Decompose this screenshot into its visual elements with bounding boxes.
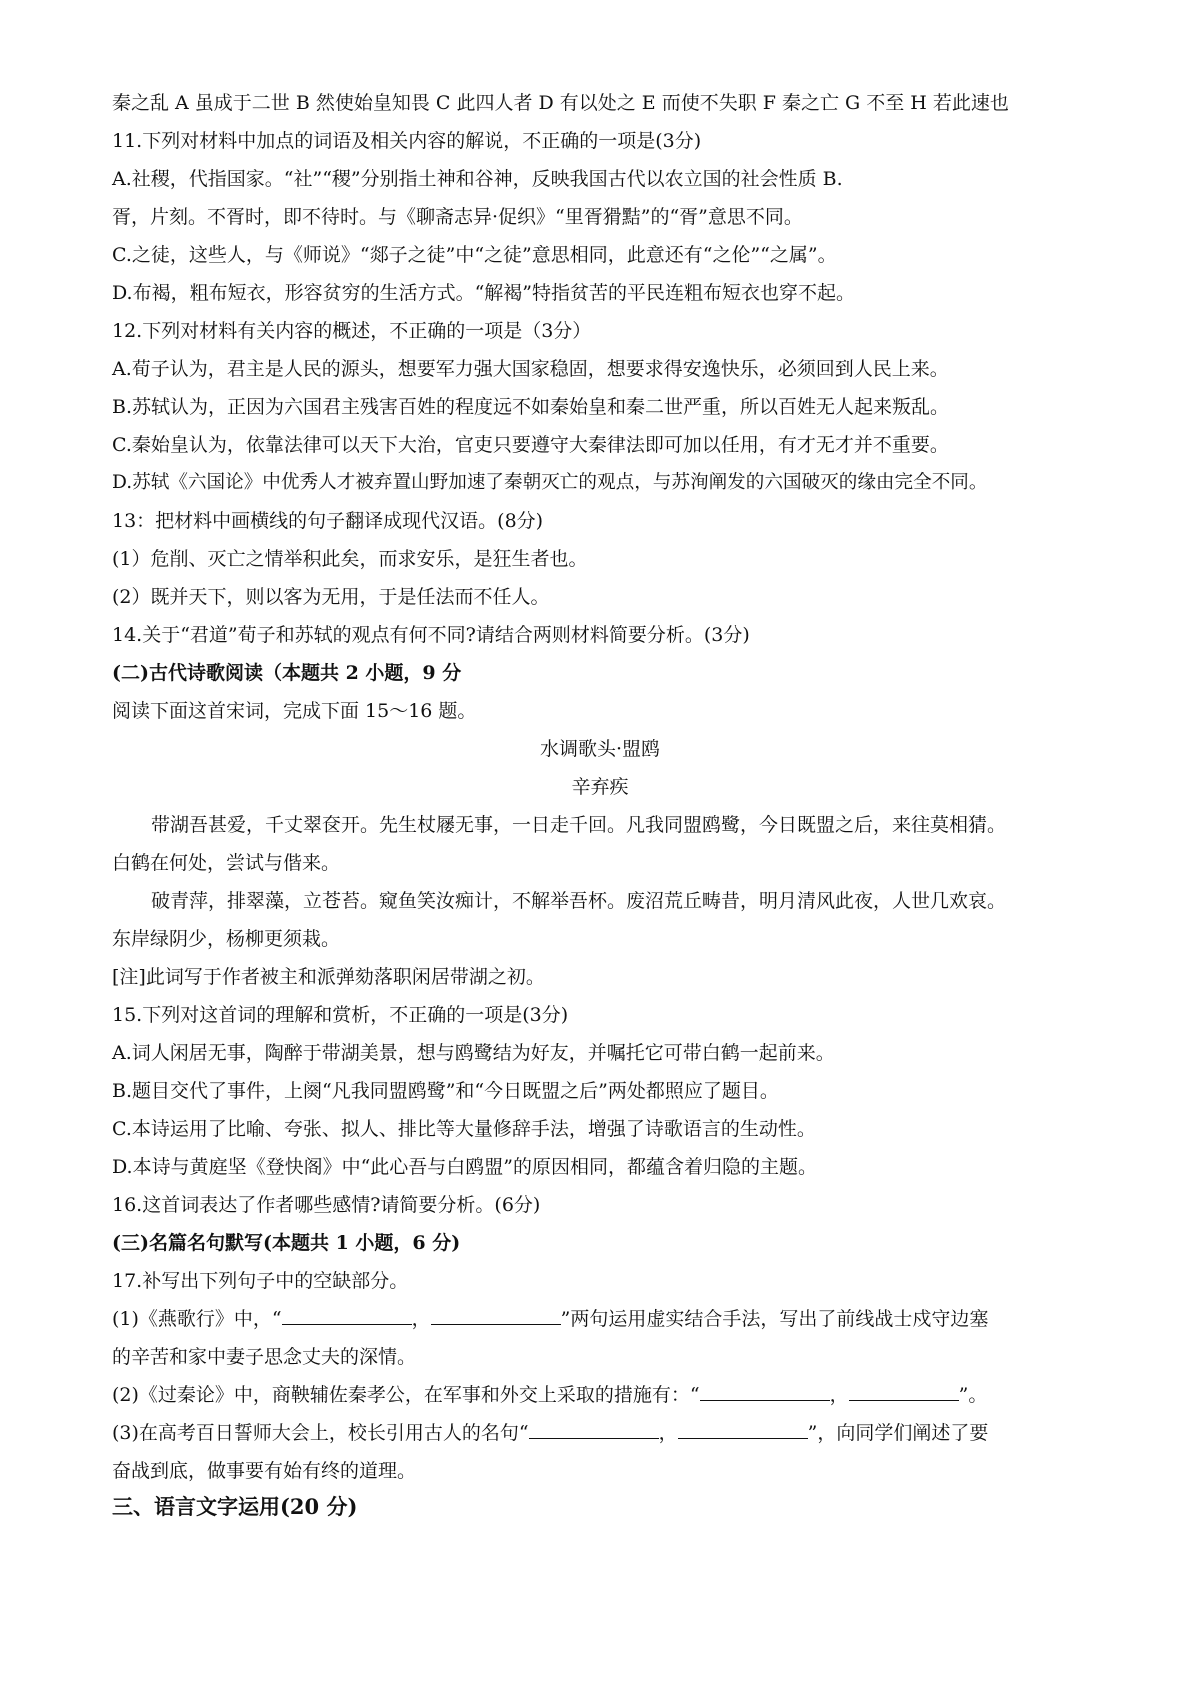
option-15d: D.本诗与黄庭坚《登快阁》中“此心吾与白鸥盟”的原因相同，都蕴含着归隐的主题。 <box>112 1156 818 1178</box>
question-13-item-1: (1）危削、灭亡之情举积此矣，而求安乐，是狂生者也。 <box>112 548 588 570</box>
option-11d: D.布褐，粗布短衣，形容贫穷的生活方式。“解褐”特指贫苦的平民连粗布短衣也穿不起。 <box>112 282 856 304</box>
option-11c: C.之徒，这些人，与《师说》“郯子之徒”中“之徒”意思相同，此意还有“之伦”“之属”。 <box>112 244 837 266</box>
option-12a: A.荀子认为，君主是人民的源头，想要军力强大国家稳固，想要求得安逸快乐，必须回到人民上来。 <box>112 358 949 380</box>
question-14: 14.关于“君道”荀子和苏轼的观点有何不同?请结合两则材料简要分析。(3分) <box>112 624 750 646</box>
section-heading-recitation: (三)名篇名句默写(本题共 1 小题，6 分) <box>112 1232 461 1254</box>
poem-note: [注]此词写于作者被主和派弹劾落职闲居带湖之初。 <box>112 966 545 988</box>
question-12: 12.下列对材料有关内容的概述，不正确的一项是（3分） <box>112 320 592 342</box>
option-15c: C.本诗运用了比喻、夸张、拟人、排比等大量修辞手法，增强了诗歌语言的生动性。 <box>112 1118 816 1140</box>
poem-line: 东岸绿阴少，杨柳更须栽。 <box>112 928 341 950</box>
question-11: 11.下列对材料中加点的词语及相关内容的解说，不正确的一项是(3分) <box>112 130 702 152</box>
poem-author: 辛弃疾 <box>571 776 629 798</box>
option-11b: 胥，片刻。不胥时，即不待时。与《聊斋志异·促织》“里胥猾黠”的“胥”意思不同。 <box>112 206 803 228</box>
answer-blank[interactable] <box>282 1306 412 1325</box>
poem-line: 破青萍，排翠藻，立苍苔。窥鱼笑汝痴计，不解举吾杯。废沼荒丘畴昔，明月清风此夜，人世几欢哀。 <box>151 890 1007 912</box>
question-17-item-1: (1)《燕歌行》中，“ ， ”两句运用虚实结合手法，写出了前线战士戍守边塞 <box>112 1308 989 1330</box>
question-13: 13：把材料中画横线的句子翻译成现代汉语。(8分) <box>112 510 544 532</box>
question-15: 15.下列对这首词的理解和赏析，不正确的一项是(3分) <box>112 1004 569 1026</box>
question-16: 16.这首词表达了作者哪些感情?请简要分析。(6分) <box>112 1194 541 1216</box>
answer-blank[interactable] <box>431 1306 561 1325</box>
option-15b: B.题目交代了事件，上阕“凡我同盟鸥鹭”和“今日既盟之后”两处都照应了题目。 <box>112 1080 779 1102</box>
question-17-item-3: (3)在高考百日誓师大会上，校长引用古人的名句“ ， ”，向同学们阐述了要 <box>112 1422 989 1444</box>
answer-blank[interactable] <box>678 1420 808 1439</box>
text-line: 奋战到底，做事要有始有终的道理。 <box>112 1460 417 1482</box>
poem-line: 带湖吾甚爱，千丈翠奁开。先生杖屦无事，一日走千回。凡我同盟鸥鹭，今日既盟之后，来往莫相猜。 <box>151 814 1007 836</box>
section-heading-poetry: (二)古代诗歌阅读（本题共 2 小题，9 分 <box>112 662 462 684</box>
option-11a: A.社稷，代指国家。“社”“稷”分别指土神和谷神，反映我国古代以农立国的社会性质 B. <box>112 168 843 190</box>
text-line: 的辛苦和家中妻子思念丈夫的深情。 <box>112 1346 417 1368</box>
question-17: 17.补写出下列句子中的空缺部分。 <box>112 1270 409 1292</box>
poetry-instruction: 阅读下面这首宋词，完成下面 15～16 题。 <box>112 700 477 722</box>
text-line: 秦之乱 A 虽成于二世 B 然使始皇知畏 C 此四人者 D 有以处之 E 而使不失职 F 秦之亡 G 不至 H 若此速也 <box>112 92 1009 114</box>
poem-title: 水调歌头·盟鸥 <box>539 738 661 760</box>
answer-blank[interactable] <box>700 1382 830 1401</box>
question-13-item-2: (2）既并天下，则以客为无用，于是任法而不任人。 <box>112 586 550 608</box>
answer-blank[interactable] <box>849 1382 959 1401</box>
option-12c: C.秦始皇认为，依靠法律可以天下大治，官吏只要遵守大秦律法即可加以任用，有才无才并不重要。 <box>112 434 949 456</box>
answer-blank[interactable] <box>529 1420 659 1439</box>
option-12b: B.苏轼认为，正因为六国君主残害百姓的程度远不如秦始皇和秦二世严重，所以百姓无人起来叛乱。 <box>112 396 950 418</box>
poem-line: 白鹤在何处，尝试与偕来。 <box>112 852 341 874</box>
option-12d: D.苏轼《六国论》中优秀人才被弃置山野加速了秦朝灭亡的观点，与苏洵阐发的六国破灭的缘由完全不同。 <box>112 472 988 493</box>
question-17-item-2: (2)《过秦论》中，商鞅辅佐秦孝公，在军事和外交上采取的措施有：“ ， ”。 <box>112 1384 988 1406</box>
option-15a: A.词人闲居无事，陶醉于带湖美景，想与鸥鹭结为好友，并嘱托它可带白鹤一起前来。 <box>112 1042 835 1064</box>
section-heading-language: 三、语言文字运用(20 分) <box>112 1494 358 1519</box>
